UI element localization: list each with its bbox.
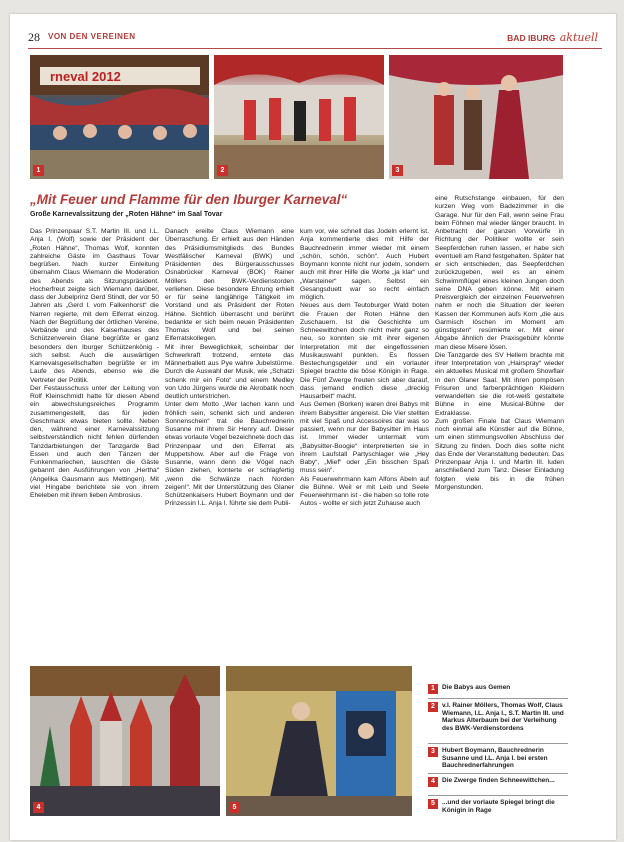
photo-3-ventriloquist: [389, 55, 563, 179]
caption-divider: [428, 743, 568, 744]
caption-divider: [428, 795, 568, 796]
article-column-1: [30, 228, 159, 658]
photo-4-scene: [30, 666, 220, 816]
caption-text: Hubert Boymann, Bauchrednerin Susanne und I.L. Anja I. bei ersten Bauchrednerfahrungen: [442, 747, 548, 770]
caption-number: 4: [428, 777, 438, 787]
photo-1-elferrat: [30, 55, 209, 179]
caption-text: ...und der vorlaute Spiegel bringt die Königin in Rage: [442, 799, 555, 814]
caption-text: Die Babys aus Gemen: [442, 684, 511, 691]
article-column-3: [300, 228, 429, 658]
paragraph: Der Festausschuss unter der Leitung von Rolf Kleinschmidt hatte für diesen Abend ein abwechslungsreiches Programm zusammengestellt, das für jeden Geschmack etwas bieten sollte. Neben den, während einer Karnevalssitzung selbstverständlich nicht fehlen dürfenden Tanzdarbietungen der Tanzgarde Bad Essen und auch den Tänzen der Funkenmariechen, lauschten die Gäste gebannt den Ausführungen von „Hertha“ (Angelika Gausmann aus Mettingen). Mit viel Hingabe berichtete sie von ihrem Eheleben mit ihrem lieben Ambrosius.: [30, 384, 159, 499]
paragraph: Die Tanzgarde des SV Hellern brachte mit ihrer Interpretation von „Hairspray“ wieder ein aktuelles Musical mit großem Showflair in den Glaner Saal. Mit ihren pompösen Frisuren und farbenprächtigen Kleidern verwandelten sie die rot-weiß gestaltete Bühne in eine Musical-Bühne der Extraklasse.: [435, 351, 564, 417]
paragraph: Aus Gemen (Borken) waren drei Babys mit ihrem Babysitter angereist. Die Vier stellten mit viel Spaß und Accessoires dar was so passiert, wenn nur der Babysitter im Haus ist. Immer wieder untermalt vom „Babysitter-Boogie“ interpretierten sie in ihrem Laufstall Partyschlager wie „Hey Baby“, „Mief“ oder „Ein bisschen Spaß muss sein“.: [300, 401, 429, 475]
paragraph: Das Prinzenpaar S.T. Martin III. und I.L. Anja I. (Wolf) sowie der Präsident der „Roten Hähne“, Thomas Wolf, konnten zahlreiche Gäste im Gasthaus Tovar begrüßen. Nach kurzer Einleitung übernahm Claus Wiemann die Moderation des Abends als Sitzungspräsident. Hocherfreut zeigte sich Wiemann darüber, dass der Jubelprinz Gerd Stindt, der vor 50 Jahren als „Gerd I. vom Falkenhorst“ die Narren regierte, mit dem Elferrat einzog. Nach der Begrüßung der örtlichen Vereine, Verbände und des Kaiserhauses des Schützenverein Glane begrüßte er ganz besonders den Iburger Schützenkönig - sich selbst. Auch die auswärtigen Karnevalsgesellschaften begrüßte er im Laufe des Abends, ebenso wie die Vertreter der Politik.: [30, 228, 159, 384]
paragraph: kum vor, wie schnell das Jodeln erlernt ist. Anja kommentierte dies mit Hilfe der Bauchrednerin immer wieder mit einem „schön, schön, schön“. Auch Hubert Boymann konnte nicht nur jodeln, sondern auch mit ihrer Hilfe die Worte „ja klar“ und „Warsteiner“ sagen. Selbst ein Gesangsduett war so recht einfach möglich.: [300, 228, 429, 301]
paragraph: Neues aus dem Teutoburger Wald boten die Frauen der Roten Hähne den Zuschauern. Ist die Geschichte um Schneewittchen doch nicht mehr ganz so neu, so konnten sie mit ihrer eigenen Interpretation mit der eingeflossenen Musikauswahl punkten. Es flossen Bestechungsgelder und ein vorlauter Spiegel brachte die böse Königin in Rage. Die Fünf Zwerge freuten sich aber darauf, dass jemand endlich diese „dreckig Hausarbeit“ macht.: [300, 302, 429, 400]
paragraph: Zum großen Finale bat Claus Wiemann noch einmal alle Künstler auf die Bühne, um einen stimmungsvollen Abschluss der Sitzung zu finden. Doch dies sollte nicht das Ende der Veranstaltung bedeuten. Das Prinzenpaar Anja I. und Martin III. luden anschließend zum Tanz. Dieser Einladung folgten viele bis in die frühen Morgenstunden.: [435, 417, 564, 491]
paragraph: eine Rutschstange einbauen, für den kurzen Weg vom Badezimmer in die Garage. Nur für den Fall, wenn seine Frau beim Föhnen mal wieder länger braucht. In Anbetracht der ganzen Vorwürfe in Richtung der Politiker wollte er sein Seepferdchen ruhen lassen, er habe sich eventuell am Rand festgehalten. Später hat er sich entschieden, das Seepferdchen zurückzugeben, weil es an einem Schwimmflügel eines kleinen Jungen doch seine DNA geben könne. Mit einem Preisvergleich der einzelnen Feuerwehren nahm er noch die Situation der leeren Kassen der Kommunen aufs Korn „die aus Garmisch löschen im Moment am günstigsten“ resümierte er. Mit einer Abgabe ähnlich der Praxisgebühr könnte man diese Misere lösen.: [435, 195, 564, 351]
caption-2: [428, 702, 568, 740]
paragraph: Als Feuerwehrmann kam Alfons Abeln auf die Bühne. Weil er mit Leib und Seele Feuerwehrmann ist - die haben so tolle rote Autos - wollte er sich jetzt Zuhause auch: [300, 475, 429, 508]
caption-divider: [428, 698, 568, 699]
photo-badge: 4: [33, 802, 44, 813]
section-label: VON DEN VEREINEN: [48, 32, 136, 41]
paragraph: Danach ereilte Claus Wiemann eine Überraschung. Er erhielt aus den Händen des Präsidiumsmitglieds des Bundes Westfälischer Karneval (BWK) und Präsidenten des Bürgerausschusses Osnabrücker Karneval (BOK) Rainer Möllers den BWK-Verdienstorden verliehen. Diese besondere Ehrung erhielt er für seine langjährige Tätigkeit im Vorstand und als Präsident der Roten Hähne. Sichtlich überrascht und berührt bedankte er sich beim neuen Präsidenten Thomas Wolf und bei seinen Elferratskollegen.: [165, 228, 294, 343]
caption-divider: [428, 773, 568, 774]
photo-4-dwarfs: [30, 666, 220, 816]
caption-number: 2: [428, 702, 438, 712]
caption-5: [428, 799, 568, 815]
page-header: [28, 30, 602, 49]
brand-name: BAD IBURG: [507, 33, 556, 43]
photo-5-scene: [226, 666, 412, 816]
article-title: „Mit Feuer und Flamme für den Iburger Karneval“: [30, 192, 348, 207]
paragraph: Unter dem Motto „Wer lachen kann und fröhlich sein, schenkt sich und anderen Sonnenschein“ trat die Bauchrednerin Susanne mit ihrem Sir Henry auf. Dieser etwas vorlaute Vogel bezeichnete doch das Prinzenpaar und den Elferrat als Muppetshow. Aber auf die Frage von Susanne, wann denn die Vögel nach Süden ziehen, konterte er schlagfertig „wenn die Schwänze nach Norden zeigen!“. Mit der Unterstützung des Glaner Schützenkaisers Hubert Boymann und der Prinzessin I.L. Anja I. führte sie dem Publi-: [165, 401, 294, 508]
paragraph: Mit ihrer Beweglichkeit, scheinbar der Schwerkraft trotzend, erntete das Männerballett aus Pye wahre Jubelstürme. Durch die Auswahl der Musik, wie „Schatzi schenk mir ein Foto“ und einem Medley von Udo Jürgens wurde die Akrobatik noch deutlich unterstrichen.: [165, 343, 294, 400]
caption-number: 1: [428, 684, 438, 694]
photo-badge: 1: [33, 165, 44, 176]
brand-script: aktuell: [559, 31, 598, 44]
photo-3-scene: [389, 55, 563, 179]
caption-text: v.l. Rainer Möllers, Thomas Wolf, Claus Wiemann, I.L. Anja I., S.T. Martin III. und Markus Alterbaum bei der Verleihung des BWK-Verdienstordens: [442, 702, 564, 732]
caption-number: 5: [428, 799, 438, 809]
photo-2-scene: [214, 55, 384, 179]
article-column-2: [165, 228, 294, 658]
caption-number: 3: [428, 747, 438, 757]
publication-logo: [507, 31, 598, 44]
caption-1: [428, 684, 568, 696]
photo-badge: 2: [217, 165, 228, 176]
photo-5-mirror: [226, 666, 412, 816]
photo-badge: 5: [229, 802, 240, 813]
photo-badge: 3: [392, 165, 403, 176]
page-number: 28: [28, 30, 40, 44]
caption-text: Die Zwerge finden Schneewittchen...: [442, 777, 555, 784]
article-subtitle: Große Karnevalssitzung der „Roten Hähne“ im Saal Tovar: [30, 211, 223, 218]
caption-3: [428, 747, 568, 771]
caption-4: [428, 777, 568, 793]
photo-1-banner: rneval 2012: [50, 69, 121, 84]
photo-1-scene: [30, 55, 209, 179]
article-column-4: [435, 195, 564, 660]
photo-2-award: [214, 55, 384, 179]
